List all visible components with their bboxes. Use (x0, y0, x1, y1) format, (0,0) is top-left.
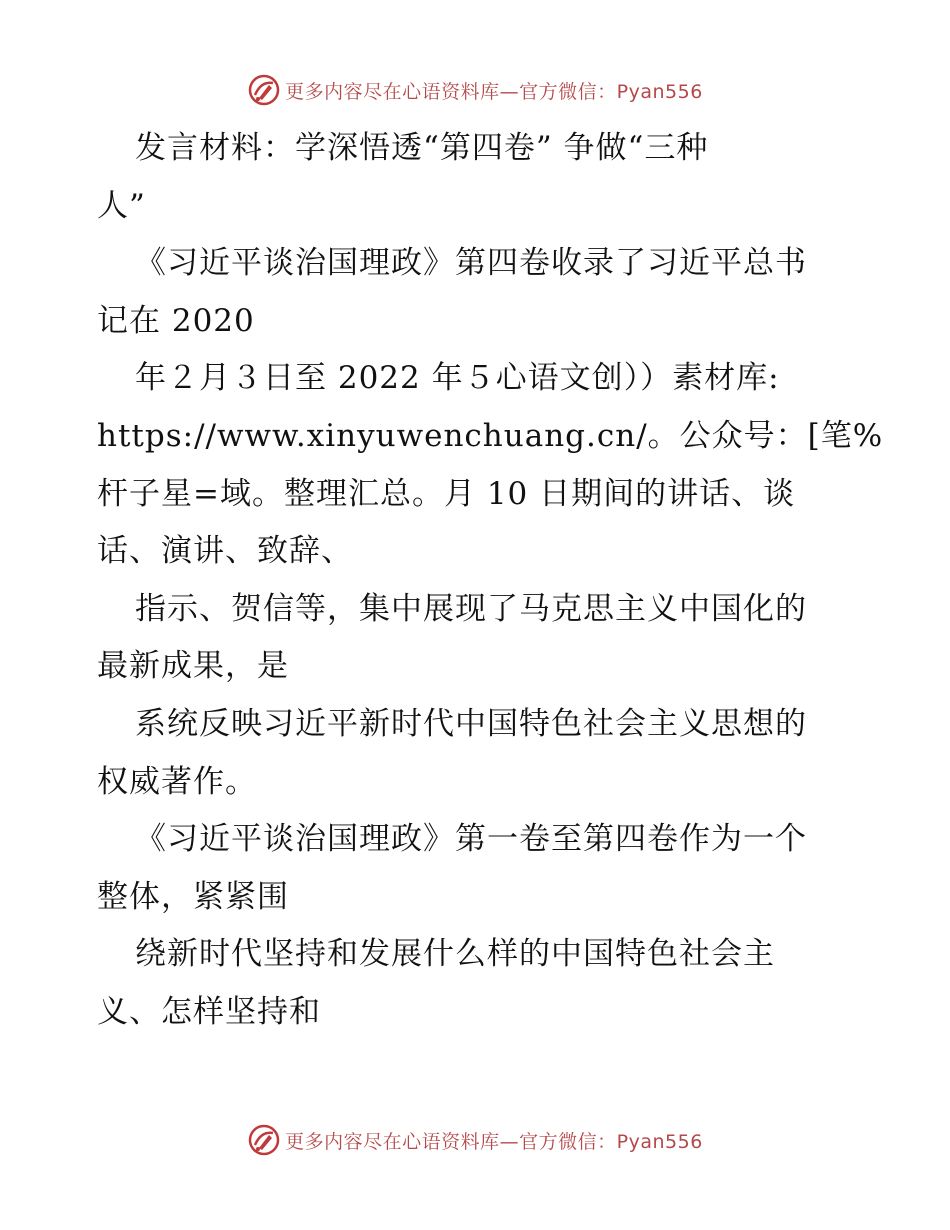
pen-logo-icon (247, 73, 281, 107)
footer-banner (0, 1120, 950, 1160)
text-line: 话、演讲、致辞、 (97, 533, 353, 570)
banner-text: 更多内容尽在心语资料库—官方微信：Pyan556 (285, 80, 703, 103)
text-line: 义、怎样坚持和 (97, 993, 321, 1030)
header-banner (0, 70, 950, 110)
text-line: 杆子星=域。整理汇总。月 10 日期间的讲话、谈 (97, 475, 796, 512)
document-body (97, 120, 884, 1042)
pen-logo-icon (247, 1123, 281, 1157)
text-line: 人” (97, 187, 146, 224)
banner-text: 更多内容尽在心语资料库—官方微信：Pyan556 (285, 1130, 703, 1153)
text-line: https://www.xinyuwenchuang.cn/。公众号：[笔% (97, 417, 884, 454)
text-line: 指示、贺信等，集中展现了马克思主义中国化的 (135, 590, 807, 627)
text-line: 发言材料：学深悟透“第四卷” 争做“三种 (135, 130, 709, 166)
text-line: 最新成果，是 (97, 648, 289, 685)
text-line: 《习近平谈治国理政》第四卷收录了习近平总书 (135, 245, 807, 282)
text-line: 记在 2020 (97, 302, 255, 339)
text-line: 《习近平谈治国理政》第一卷至第四卷作为一个 (135, 821, 807, 858)
text-line: 年２月３日至 2022 年５心语文创））素材库: (135, 360, 780, 397)
text-line: 权威著作。 (97, 763, 257, 800)
text-line: 绕新时代坚持和发展什么样的中国特色社会主 (135, 936, 775, 973)
text-line: 系统反映习近平新时代中国特色社会主义思想的 (135, 705, 807, 742)
text-line: 整体，紧紧围 (97, 878, 289, 915)
